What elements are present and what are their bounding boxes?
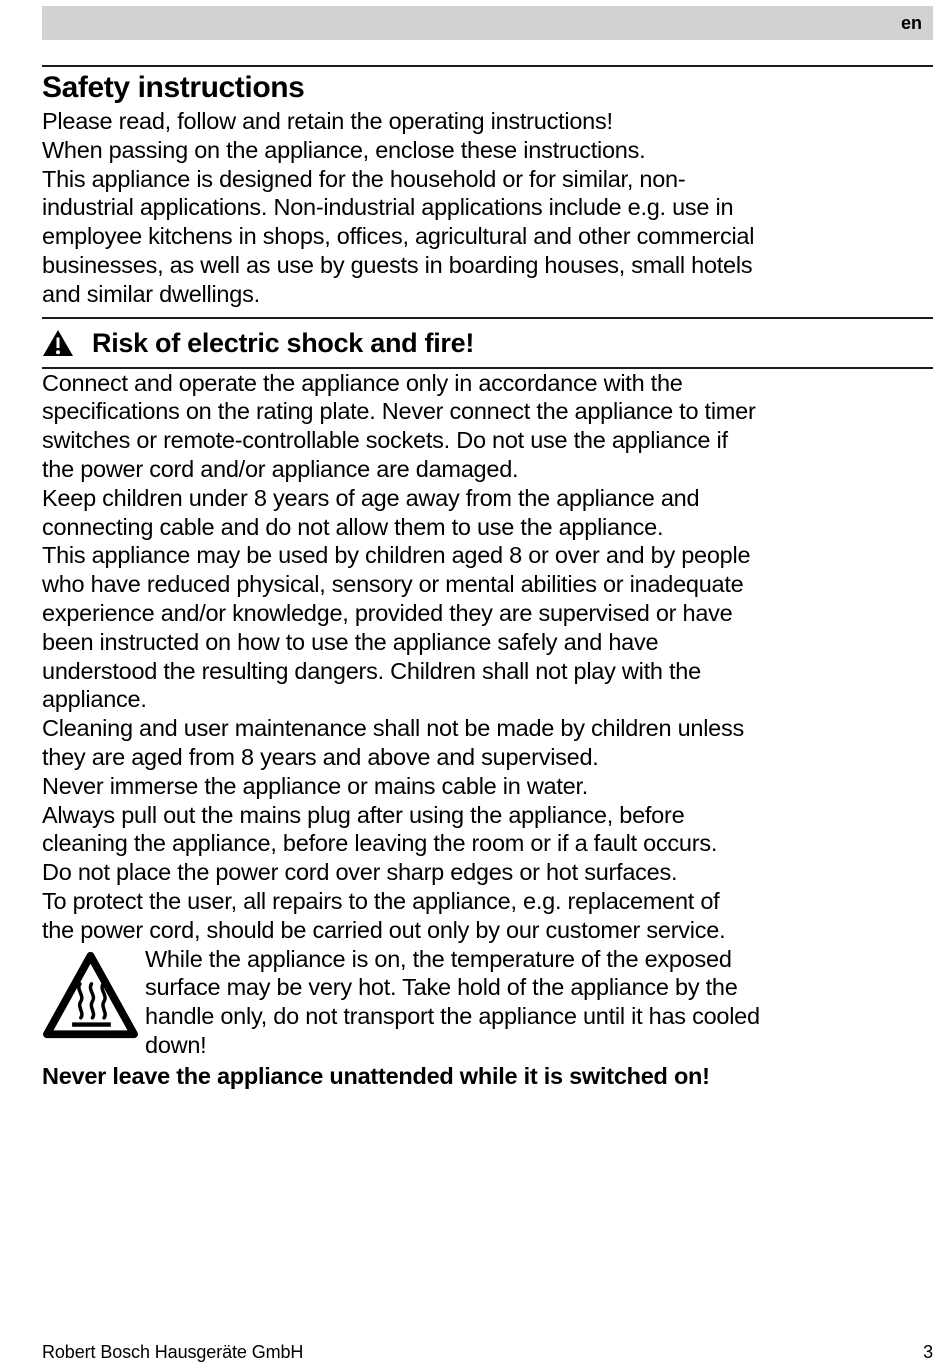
intro-line: When passing on the appliance, enclose these instructions.: [42, 136, 646, 163]
warning-section-heading: [42, 317, 933, 369]
body-line: specifications on the rating plate. Never connect the appliance to timer: [42, 398, 756, 425]
hot-surface-icon: [42, 945, 145, 1047]
body-line: To protect the user, all repairs to the appliance, e.g. replacement of: [42, 887, 720, 914]
intro-line: employee kitchens in shops, offices, agricultural and other commercial: [42, 223, 755, 250]
hot-note-line: handle only, do not transport the appliance until it has cooled: [145, 1003, 760, 1030]
hot-surface-note: [42, 945, 933, 1060]
body-line: switches or remote-controllable sockets. Do not use the appliance if: [42, 427, 728, 454]
body-line: connecting cable and do not allow them to use the appliance.: [42, 513, 664, 540]
body-line: the power cord, should be carried out only by our customer service.: [42, 916, 726, 943]
footer-page-number: 3: [923, 1342, 933, 1362]
intro-line: Please read, follow and retain the operating instructions!: [42, 108, 613, 134]
warning-triangle-icon: [42, 329, 74, 357]
language-badge: en: [900, 12, 922, 33]
page-title: Safety instructions: [42, 71, 305, 104]
body-line: Always pull out the mains plug after using the appliance, before: [42, 801, 685, 828]
hot-surface-text: [145, 945, 760, 1060]
warning-section-title: Risk of electric shock and fire!: [92, 327, 475, 358]
title-divider: [42, 65, 933, 67]
body-line: Keep children under 8 years of age away from the appliance and: [42, 484, 700, 511]
body-line: Connect and operate the appliance only in accordance with the: [42, 369, 683, 396]
hot-note-line: down!: [145, 1031, 207, 1058]
body-line: the power cord and/or appliance are damaged.: [42, 455, 519, 482]
intro-line: and similar dwellings.: [42, 280, 260, 307]
intro-line: industrial applications. Non-industrial applications include e.g. use in: [42, 194, 734, 221]
warning-body-paragraph: [42, 369, 933, 945]
footer-company: Robert Bosch Hausgeräte GmbH: [42, 1342, 304, 1362]
body-line: Never immerse the appliance or mains cable in water.: [42, 772, 589, 799]
intro-line: businesses, as well as use by guests in boarding houses, small hotels: [42, 251, 753, 278]
body-line: been instructed on how to use the appliance safely and have: [42, 628, 659, 655]
language-header-bar: [42, 6, 933, 40]
hot-note-line: While the appliance is on, the temperature of the exposed: [145, 945, 732, 972]
hot-note-line: surface may be very hot. Take hold of the appliance by the: [145, 974, 738, 1001]
body-line: appliance.: [42, 686, 147, 713]
body-line: Do not place the power cord over sharp edges or hot surfaces.: [42, 859, 678, 886]
body-line: experience and/or knowledge, provided they are supervised or have: [42, 599, 733, 626]
intro-paragraph: [42, 107, 933, 309]
body-line: This appliance may be used by children aged 8 or over and by people: [42, 542, 751, 569]
body-line: they are aged from 8 years and above and supervised.: [42, 743, 599, 770]
body-line: who have reduced physical, sensory or mental abilities or inadequate: [42, 571, 744, 598]
final-warning-text: Never leave the appliance unattended while it is switched on!: [42, 1062, 710, 1089]
intro-line: This appliance is designed for the household or for similar, non-: [42, 165, 686, 192]
body-line: cleaning the appliance, before leaving the room or if a fault occurs.: [42, 830, 718, 857]
page-footer: [42, 1342, 933, 1363]
body-line: Cleaning and user maintenance shall not be made by children unless: [42, 715, 745, 742]
page-content: [42, 0, 933, 1091]
body-line: understood the resulting dangers. Children shall not play with the: [42, 657, 701, 684]
